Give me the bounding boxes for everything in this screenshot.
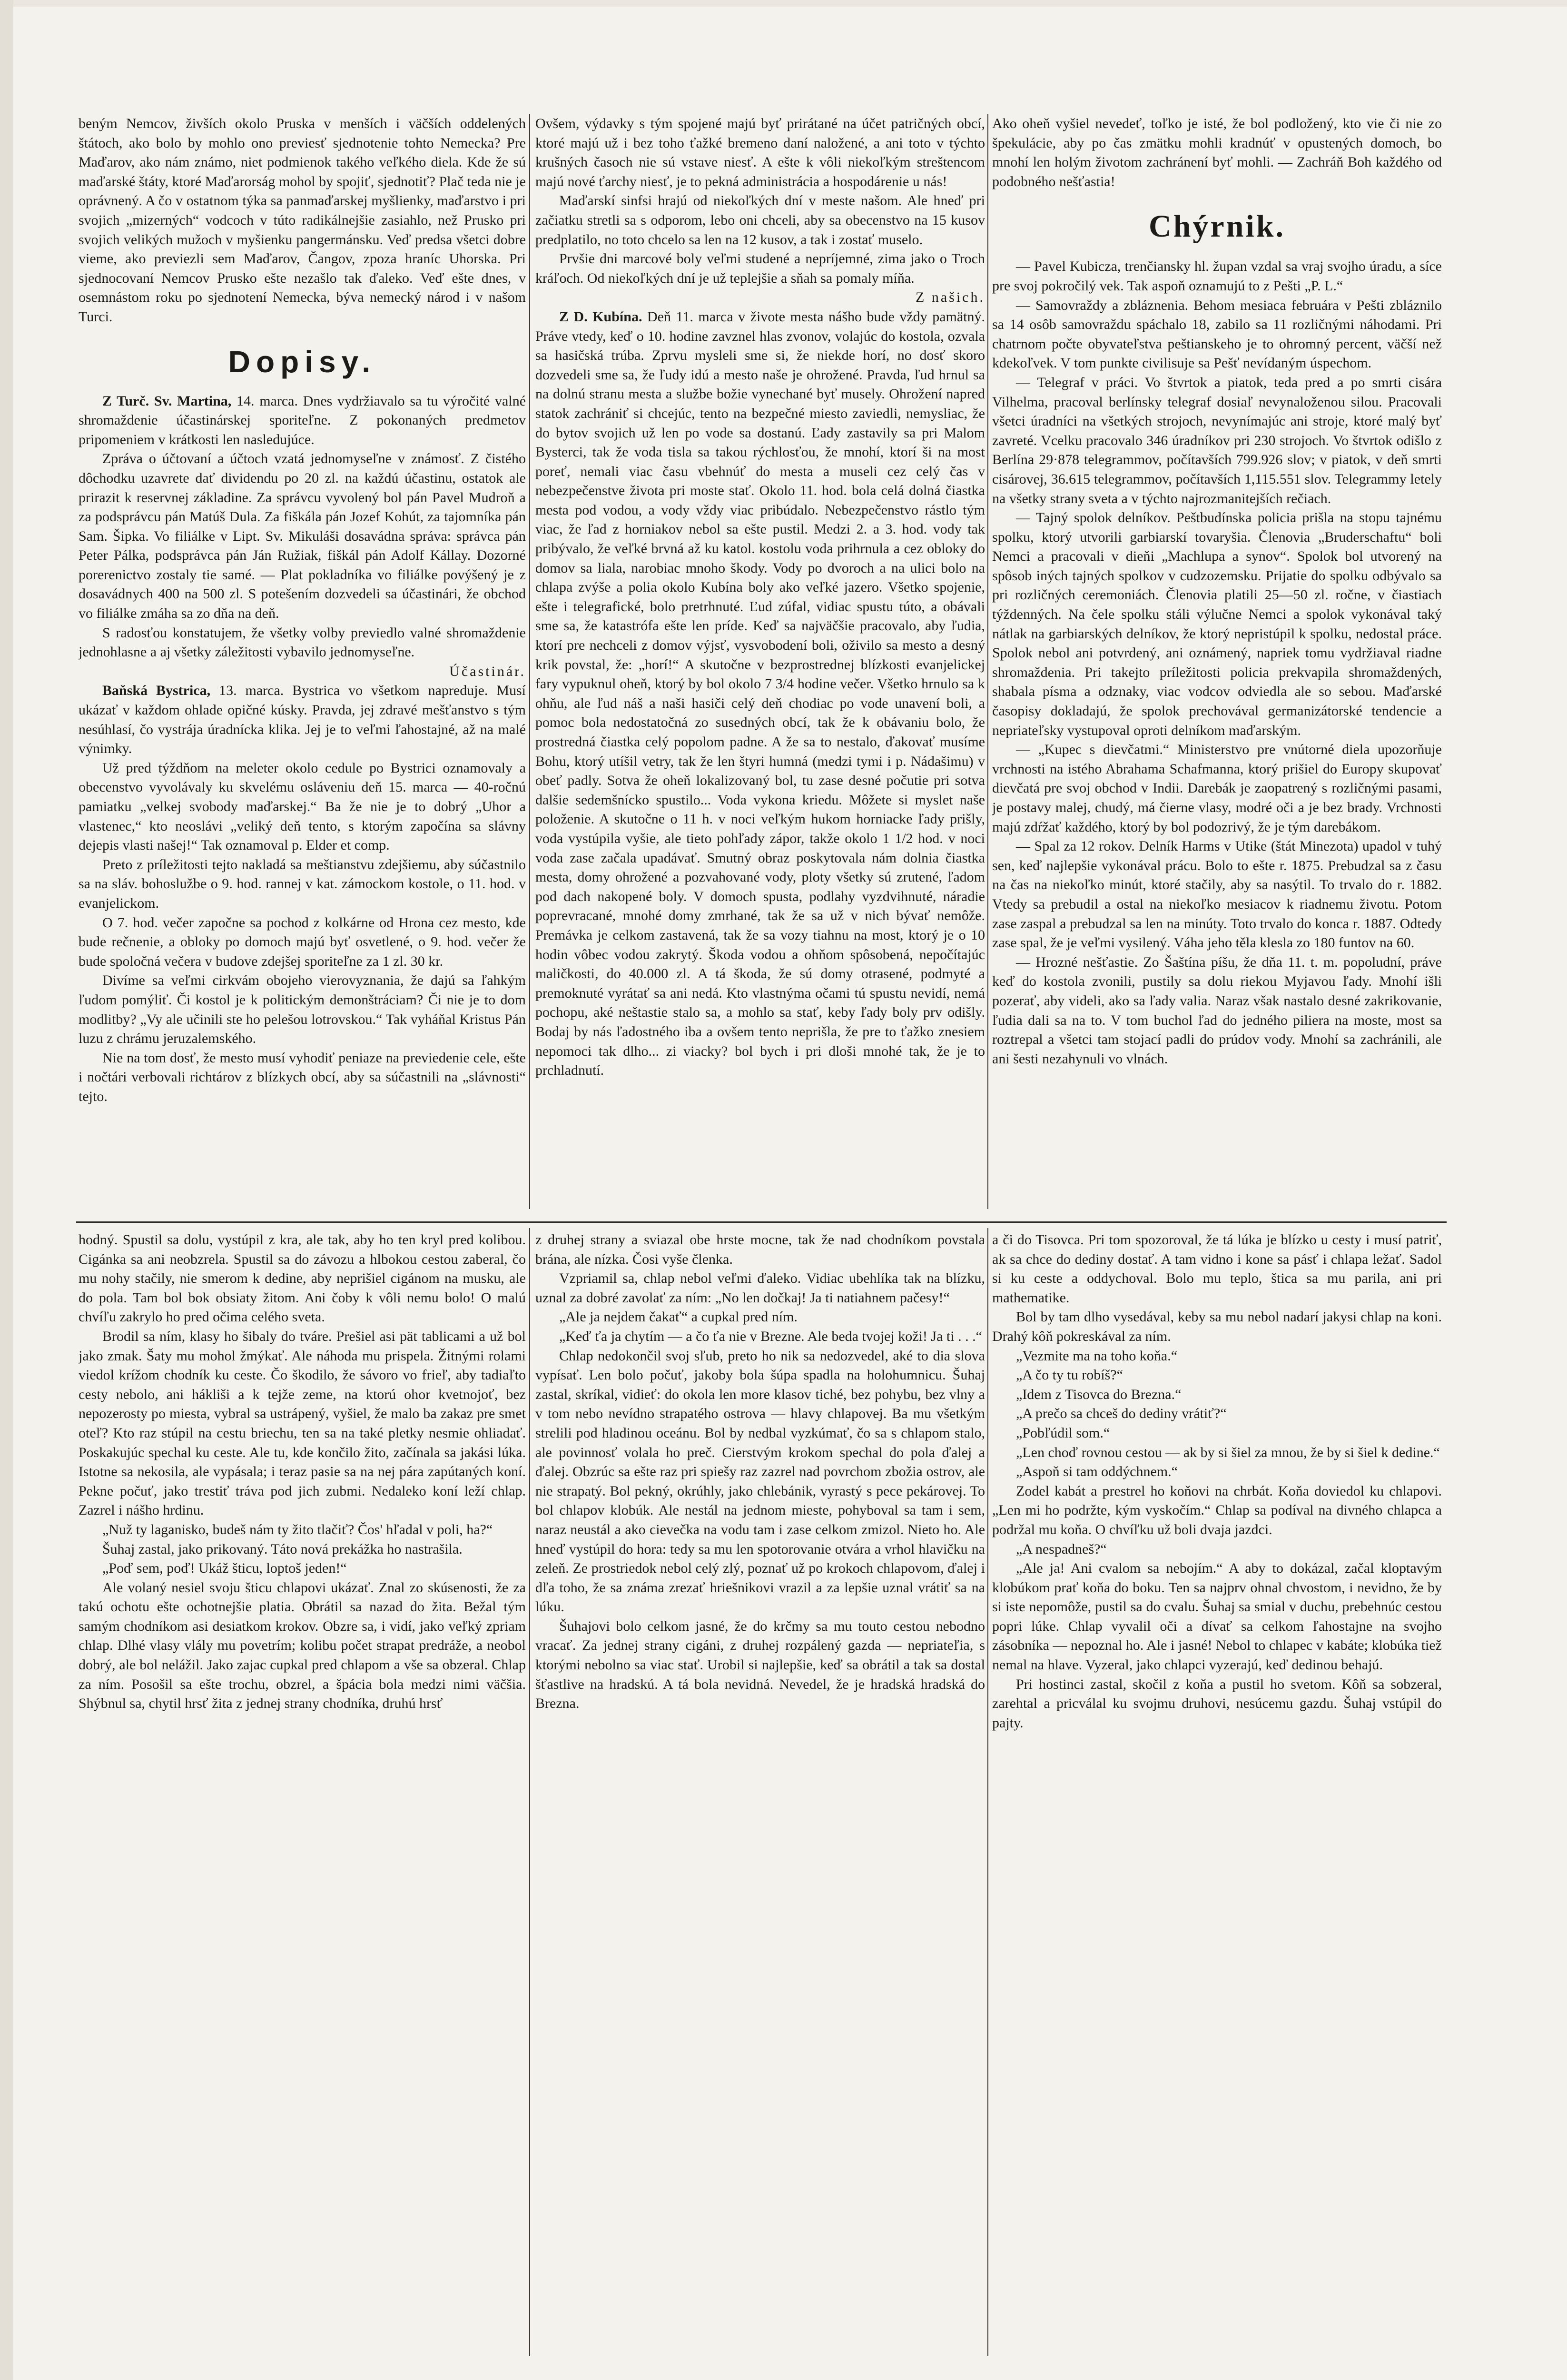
paragraph: „Vezmite ma na toho koňa.“ — [1016, 1348, 1178, 1364]
dispatch-text: 14. marca. Dnes vydržiavalo sa tu výročité valné shromaždenie účastinárskej sporiteľne. Z pokonaných predmetov pripomeniem v krátkosti len nasledujúce. — [79, 393, 526, 447]
column-1 — [79, 114, 526, 1216]
paragraph: „Idem z Tisovca do Brezna.“ — [1016, 1386, 1182, 1402]
paragraph: „A čo ty tu robíš?“ — [1016, 1367, 1123, 1383]
feuilleton-column-1 — [79, 1230, 526, 2359]
news-item: — Pavel Kubicza, trenčiansky hl. župan vzdal sa vraj svojho úradu, a síce pre svoj pokročilý vek. Tak aspoň oznamujú to z Pešti „P. L.“ — [992, 258, 1442, 294]
paragraph: „Ale ja! Ani cvalom sa nebojím.“ A aby to dokázal, začal kloptavým klobúkom prať koňa do boku. Ten sa najprv ohnal chvostom, i nevidno, že by si iste nepomôže, pustil sa do cvalu. Šuhaj sa smial v duchu, prebehnúc cestou popri lúke. Chlap vyvalil oči a dívať sa celkom ľahostajne na svojho zásobníka — nepoznal ho. Ale i jasné! Nebol to chlapec v kabáte; klobúka tiež nemal na hlave. Vyzeral, jako chlapci vyzerajú, keď dedinou behajú. — [992, 1560, 1442, 1673]
paragraph: a či do Tisovca. Pri tom spozoroval, že tá lúka je blízko u cesty i musí patriť, ak sa chce do dediny dostať. A tam vidno i kone sa pásť i chlapa ležať. Sadol si ku ceste a oddychoval. Bolo mu teplo, štica sa mu parila, ani pri mathematike. — [992, 1232, 1442, 1306]
column-divider — [529, 114, 530, 1209]
paragraph: „Aspoň si tam oddýchnem.“ — [1016, 1464, 1178, 1480]
section-title-chyrnik: Chýrnik. — [1149, 209, 1285, 244]
paragraph: „Nuž ty laganisko, budeš nám ty žito tlačiť? Čos' hľadal v poli, ha?“ — [102, 1521, 493, 1537]
dispatch-place-bystrica: Baňská Bystrica, — [102, 683, 211, 699]
feuilleton-divider — [76, 1221, 1447, 1223]
paragraph: Bol by tam dlho vysedával, keby sa mu nebol nadarí jakysi chlap na koni. Drahý kôň pokreskával za ním. — [992, 1309, 1442, 1344]
paragraph: Šuhaj zastal, jako prikovaný. Táto nová prekážka ho nastrašila. — [102, 1541, 463, 1557]
signature: Účastinár. — [449, 663, 526, 679]
paragraph: Zodel kabát a prestrel ho koňovi na chrbát. Koňa doviedol ku chlapovi. „Len mi ho podržte, kým vyskočím.“ Chlap sa podíval na divného chlapca a podržal mu koňa. O chvíľku už boli dvaja jazdci. — [992, 1483, 1442, 1537]
paragraph: Divíme sa veľmi cirkvám obojeho vierovyznania, že dajú sa ľahkým ľudom pomýliť. Či kostol je k politickým demonštráciam? Či nie je to dom modlitby? „Vy ale učinili ste ho pelešou lotrovskou.“ Tak vyháňal Kristus Pán luzu z chrámu jeruzalemského. — [79, 972, 526, 1047]
paragraph: Ako oheň vyšiel nevedeť, toľko je isté, že bol podložený, kto vie či nie zo špekulácie, aby po čas zmätku mohli kradnúť v opustených domoch, bo mnohí len holým životom zachránení byť mohli. — Zachráň Boh každého od podobného nešťastia! — [992, 116, 1442, 189]
paragraph: „Poď sem, poď! Ukáž šticu, loptoš jeden!“ — [102, 1560, 347, 1577]
col1-intro: beným Nemcov, živších okolo Pruska v menších i väčších oddelených štátoch, ako bolo by mohlo ono previesť sjednotenie tohto Nemecka? Pre Maďarov, ako nám známo, niet podmienok takého veľkého diela. Kde že sú maďarské štáty, ktoré Maďarorság mohol by spojiť, sjednotiť? Plač teda nie je oprávnený. A čo v ostatnom týka sa panmaďarskej myšlienky, maďarstvo i pri svojich „mizerných“ vodcoch v túto radikálnejšie zasiahlo, než Prusko pri svojich velikých mužoch v myšienku pangermánsku. Veď predsa všetci dobre vieme, ako previezli sem Maďarov, Čangov, zpoza hraníc Uhorska. Pri sjednocovaní Nemcov Prusko ešte nezašlo tak ďaleko. Veď ešte dnes, v osemnástom roku po sjednotení Nemecka, býva nemecký národ i v našom Turci. — [79, 116, 526, 325]
news-item: — „Kupec s dievčatmi.“ Ministerstvo pre vnútorné diela upozorňuje vrchnosti na istého Abrahama Schafmanna, ktorý prišiel do Europy skupovať dievčatá pre svoj obchod v Indii. Darebák je zaopatrený s rozličnými pasami, je postavy malej, chudý, má čierne vlasy, modré oči a je bez brady. Vrchnosti majú zdŕžať každého, ktorý by bol podozrivý, že je tým darebákom. — [992, 742, 1442, 835]
paragraph: Nie na tom dosť, že mesto musí vyhodiť peniaze na previedenie cele, ešte i nočtári verbovali richtárov z blízkych obcí, aby sa súčastnili na „slávnosti“ tejto. — [79, 1050, 526, 1104]
signature: Z našich. — [916, 289, 985, 306]
section-title-dopisy: Dopisy. — [228, 344, 376, 379]
paragraph: „Keď ťa ja chytím — a čo ťa nie v Brezne. Ale beda tvojej koži! Ja ti . . .“ — [559, 1328, 982, 1344]
feuilleton-column-2 — [535, 1230, 985, 2359]
news-item: — Hrozné nešťastie. Zo Šaštína píšu, že dňa 11. t. m. popoludní, práve keď do kostola zvonili, pustily sa dolu riekou Myjavou ľady. Mnohí išli pozerať, aby videli, ako sa ľady valia. Naraz však nastalo desné zakrikovanie, ľudia dali sa na to. V tom buchol ľad do jedného piliera na moste, most sa roztrepal a všetci tam stojací padli do prúdov vody. Mnohí sa zachránili, ale ani šesti nezahynuli vo vlnách. — [992, 954, 1442, 1067]
dispatch-kubin — [535, 307, 985, 1081]
news-item: — Telegraf v práci. Vo štvrtok a piatok, teda pred a po smrti cisára Vilhelma, pracoval berlínsky telegraf dosiaľ nevynaloženou silou. Pracovali všetci úradníci na všetkých strojoch, nevynímajúc ani stroje, ktoré malý byť zavreté. Vcelku pracovalo 346 úradníkov pri 230 strojoch. Vo štvrtok odišlo z Berlína 29·878 telegrammov, počítavších 799.926 slov; v piatok, v deň smrti cisárovej, 36.615 telegrammov, počítavších 1,115.551 slov. Telegrammy letely na všetky strany sveta a v týchto najrozmanitejších rečiach. — [992, 374, 1442, 506]
news-item: — Samovraždy a zbláznenia. Behom mesiaca februára v Pešti zbláznilo sa 14 osôb samovraždu spáchalo 18, zabilo sa 11 rozličnými náhodami. Pri chatrnom počte obyvateľstva peštianskeho je to ohromný percent, väčší než kdekoľvek. V tom punkte civilisuje sa Pešť nevídaným úspechom. — [992, 297, 1442, 371]
paragraph: Šuhajovi bolo celkom jasné, že do krčmy sa mu touto cestou nebodno vracať. Za jednej strany cigáni, z druhej rozpálený gazda — nepriateľia, s ktorými nebolno sa viac stať. Urobil si najlepšie, keď sa obrátil a tak sa dostal šťastlive na hradskú. A tá bola nevidná. Nevedel, že je hradská hradská do Brezna. — [535, 1618, 985, 1712]
paragraph: „A nespadneš?“ — [1016, 1541, 1107, 1557]
paragraph: z druhej strany a sviazal obe hrste mocne, tak že nad chodníkom povstala brána, ale nízka. Čosi vyše členka. — [535, 1232, 985, 1267]
paragraph: „Ale ja nejdem čakať“ a cupkal pred ním. — [559, 1309, 798, 1325]
paragraph: „Pobľúdil som.“ — [1016, 1425, 1110, 1441]
dispatch-place-kubin: Z D. Kubína. — [559, 308, 642, 325]
column-divider — [529, 1228, 530, 2356]
paragraph: O 7. hod. večer započne sa pochod z kolkárne od Hrona cez mesto, kde bude rečnenie, a obloky po domoch majú byť osvetlené, o 9. hod. večer že bude spoločná večera v budove zdejšej sporiteľne za 1 zl. 30 kr. — [79, 914, 526, 969]
paragraph: Chlap nedokončil svoj sľub, preto ho nik sa nedozvedel, aké to dia slova vypísať. Len bolo počuť, jakoby bola šúpa spadla na holohumnicu. Šuhaj zastal, skríkal, vidieť: do okola len more klasov tiché, bez pohybu, bez vlny a v tom nebo nevídno strapatého ostrova — hlavy chlapovej. Ba mu všetkým strelili pod hladinou oceánu. Bol by nedbal vyzkúmať, čo sa s chlapom stalo, ale povinnosť volala ho preč. Cierstvým krokom spechal do pola ďalej a ďalej. Obzrúc sa ešte raz pri spiešy raz zazrel nad povrchom zbožia ostrov, ale nie strapatý. Bol pekný, okrúhly, jako chlebánik, vyrastý s pece pekárovej. To bol chlapov klobúk. Ale nestál na jednom mieste, pohyboval sa tam i sem, naraz neustál a ako cievečka na vodu tam i zase celkom zmizol. Nieto ho. Ale hneď vystúpil do hora: tedy sa mu len spotorovanie otvára a vrhol hlavičku na zeleň. Ze prostriedok nebol celý zlý, poznať už po krokoch chlapovom, ďalej i dľa toho, že sa známa zrezať hriešnikovi vrazil a za lepšie uznal vrátiť sa na lúku. — [535, 1348, 985, 1615]
news-item: — Spal za 12 rokov. Delník Harms v Utike (štát Minezota) upadol v tuhý sen, keď najlepšie vykonával prácu. Bolo to ešte r. 1875. Prebudzal sa z času na čas na niekoľko minút, ktoré stačily, aby sa nasýtil. To trvalo do r. 1882. Vtedy sa prebudil a ostal na niekoľko mesiacov k riadnemu životu. Potom zase zaspal a prebudzal sa len na minúty. Toto trvalo do konca r. 1887. Odtedy zase spal, že je veľmi vysilený. Váha jeho těla klesla zo 180 funtov na 60. — [992, 838, 1442, 951]
feuilleton-column-3 — [992, 1230, 1442, 2359]
paragraph: Preto z príležitosti tejto nakladá sa meštianstvu zdejšiemu, aby súčastnilo sa na sláv. bohoslužbe o 9. hod. rannej v kat. zámockom kostole, o 11. hod. v evanjelickom. — [79, 856, 526, 911]
dispatch-place-turc: Z Turč. Sv. Martina, — [102, 393, 232, 409]
paragraph: S radosťou konstatujem, že všetky volby previedlo valné shromaždenie jednohlasne a aj všetky záležitosti vybavilo jednomyseľne. — [79, 625, 526, 660]
paragraph: Prvšie dni marcové boly veľmi studené a nepríjemné, zima jako o Troch kráľoch. Od niekoľkých dní je už teplejšie a sňah sa pomaly míňa. — [535, 251, 985, 286]
paragraph: „Len choď rovnou cestou — ak by si šiel za mnou, že by si šiel k dedine.“ — [1016, 1444, 1440, 1460]
paragraph: Zpráva o účtovaní a účtoch vzatá jednomyseľne v známosť. Z čistého dôchodku uzavrete dať dividendu po 20 zl. na každú účastinu, ostatok ale prirazit k reservnej základine. Za správcu vyvolený bol pán Pavel Mudroň a za podsprávcu pán Matúš Dula. Za fiškála pán Jozef Kohút, za tajomníka pán Sam. Šipka. Vo filiálke v Lipt. Sv. Mikuláši dosavádna správa: správca pán Peter Pálka, podsprávca pán Ján Ružiak, fiškál pán Adolf Kállay. Dozorné porerenictvo zostaly tie samé. — Plat pokladníka vo filiálke povýšený je z dosavádnych 400 na 500 zl. S potešením dozvedeli sa účastinári, že obchod vo filiálke zmáha sa zo dňa na deň. — [79, 451, 526, 622]
paragraph: „A prečo sa chceš do dediny vrátiť?“ — [1016, 1406, 1227, 1422]
column-divider — [987, 114, 988, 1209]
paragraph: Vzpriamil sa, chlap nebol veľmi ďaleko. Vidiac ubehlíka tak na blízku, uznal za dobré zavolať za ním: „No len dočkaj! Ja ti natiahnem pačesy!“ — [535, 1270, 985, 1306]
page-top-edge — [0, 0, 1567, 7]
paragraph: Pri hostinci zastal, skočil z koňa a pustil ho svetom. Kôň sa sobzeral, zarehtal a pricválal ku svojmu druhovi, nesúcemu gazdu. Šuhaj vstúpil do pajty. — [992, 1676, 1442, 1731]
dispatch-text: 13. marca. Bystrica vo všetkom napreduje. Musí ukázať v každom ohlade opičné kúsky. Pravda, jej zdravé mešťanstvo s tým nesúhlasí, čo vystrája úradnícka klika. Jej je to veľmi ľahostajné, až na malé výnimky. — [79, 683, 526, 757]
dispatch-text: Deň 11. marca v živote mesta nášho bude vždy pamätný. Práve vtedy, keď o 10. hodine zavznel hlas zvonov, volajúc do kostola, ozvala sa hasičská trúba. Zprvu mysleli sme si, že niekde horí, no dosť skoro dozvedeli sme sa, že ľudy idú a mesto naše je ohrožené. Pravda, ľud hrnul sa na dolnú stranu mesta a službe božie vynechané byť musely. Ohrožení napred statok zachrániť si chcejúc, tento na bezpečné miesto zaviedli, nemysliac, že do bytov svojich už len po vode sa dostanú. Ľady zastavily sa pri Malom Bysterci, tak že voda tisla sa takou rýchlosťou, že mnohí, ktorí ši na most poreť, nemali viac času vbehnúť do mesta a museli cez celý čas v nebezpečenstve života pri moste stať. Okolo 11. hod. bola celá dolná čiastka mesta pod vodou, a vody vždy viac pribúdalo. Nebezpečenstvo rástlo tým viac, že ľad z horniakov nebol sa ešte pustil. Medzi 2. a 3. hod. vody tak pribývalo, že veľké brvná až ku katol. kostolu voda prihrnula a cez obloky do domov sa liala, narobiac mnoho škody. Vody po dvoroch a na ulici bolo na chlapa zvýše a polia okolo Kubína boly ako veľké jazero. Všetko spojenie, ešte i telegrafické, bolo pretrhnuté. Ľud zúfal, vidiac spustu túto, a obávali sme sa, že katastrófa ešte len príde. Keď sa najväčšie pracovalo, aby ľudia, ktorí pre nechceli z domov výjsť, vysvobodení boli, oživilo sa mesto a desný krik povstal, že: „horí!“ A skutočne v bezprostrednej blízkosti evanjelickej fary vypuknul oheň, ktorý by bol okolo 7 3/4 hodine večer. Všetko hrnulo sa k ohňu, ale ľud náš a naši hasiči celý deň chodiac po vode unavení boli, a pomoc bola nedostatočná zo susedných obcí, tak že k obávaniu bolo, že prostredná čiastka celý popolom padne. A že sa to nestalo, ďakovať musíme Bohu, ktorý utíšil vetry, tak že len štyri humná (medzi tymi i p. Nádašimu) v obeť padly. Sotva že oheň lokalizovaný bol, tu zase desné počutie pri sotva dalšie sedemšnícko spustilo... Voda vykona kriedu. Môžete si myslet naše položenie. A skutočne o 11 h. v noci veľkým hukom horniacke ľady prišly, voda vystúpila vyšie, ale tieto pohľady zápor, takže okolo 1 1/2 hod. v noci voda zase začala upadávať. Smutný obraz poskytovala nám dolnia čiastka mesta, domy ohrožené a pozvahované vody, ploty všetky sú zrutené, ľadom pod dach nakopené boly. V domoch spusta, podlahy vyzdvihnuté, náradie poprevracané, mnohé domy zmrhané, tak že sa už v nich bývať nemôže. Premávka je celkom zastavená, tak že sa vozy tiahnu na most, ktorý je o 10 hodin vôbec vodou zakrytý. Škoda vodou a ohňom spôsobená, nepočítajúc maličkosti, do 40.000 zl. A tá škoda, že sú domy otrasené, podmyté a premoknuté vyrátať sa ani nedá. Kto vlastnýma očami tú spustu nevidí, nemá pochopu, aké neštastie stalo sa, a mohlo sa stať, keby ľady boly prv odišly. Bodaj by nás ľadostného iba a ovšem tento neprišla, že pre to ťažko znesiem nepomoci tak dlho... zi viacky? bol bych i pri dloši mnohé tak, že je to prchladnutí. — [535, 308, 985, 1079]
column-divider — [987, 1228, 988, 2356]
paragraph: Brodil sa ním, klasy ho šibaly do tváre. Prešiel asi pät tablicami a už bol jako zmak. Šaty mu mohol žmýkať. Ale náhoda mu prispela. Žitnými rolami viedol krížom chodník ku ceste. Čo škodilo, že sávoro vo frieľ, aby tadiaľto cesty nebolo, ani hákliši a k tejže zeme, na ktorú ohor kvetnojoť, bez nepozerosty po miesta, vybral sa ustrápený, vyšiel, že malo ba zakaz pre smet oteľ? Kto raz stúpil na cestu briechu, ten sa na také pletky nesmie ohliadať. Poskakujúc spechal ku ceste. Ale tu, kde končilo žito, začínala sa jakási lúka. Istotne sa nekosila, ale vypásala; i teraz pasie sa na nej pára zapútaných koní. Pekne počuť, jako trestiť tráva pod jich zubmi. Nedaleko koní leží chlap. Zazrel i nášho hrdinu. — [79, 1328, 526, 1518]
page-gutter-shadow — [0, 0, 13, 2380]
news-item: — Tajný spolok delníkov. Peštbudínska policia prišla na stopu tajnému spolku, ktorý utvorili garbiarskí tovaryšia. Členovia „Bruderschaftu“ boli Nemci a pracovali v dieňi „Machlupa a synov“. Spolok bol utvorený na spôsob iných tajných spolkov v cudzozemsku. Prijatie do spolku odbývalo sa pri rozličných ceremoniách. Členovia platili 25—50 zl. ročne, v čiastiach týždenných. Na čele spolku stáli výlučne Nemci a spolok vykonával taký nátlak na garbiarských delníkov, že ktorý nepristúpil k spolku, nedostal práce. Spolok nebol ani potvrdený, ani oznámený, napriek tomu vydržiaval riadne shromaždenia. Pri takejto príležitosti policia prekvapila shromaždených, shabala písma a odznaky, viac vodcov odviedla ale so sebou. Maďarské časopisy dokladajú, že spolok prechovával germanizátorské tendencie a nepriateľsky vystupoval oproti delníkom maďarským. — [992, 510, 1442, 738]
column-2 — [535, 114, 985, 1209]
paragraph: Už pred týždňom na meleter okolo cedule po Bystrici oznamovaly a obecenstvo vyvolávaly ku skvelému osláveniu deň 15. marca — 40-ročnú pamiatku „velkej svobody maďarskej.“ Ba že nie je to dobrý „Uhor a vlastenec,“ kto neoslávi „veliký deň tento, s ktorým započína sa slávny dejepis vlasti našej!“ Tak oznamoval p. Elder et comp. — [79, 760, 526, 853]
dispatch-turc — [79, 392, 526, 450]
paragraph: Ale volaný nesiel svoju šticu chlapovi ukázať. Znal zo skúsenosti, že za takú ochotu ešte ochotnejšie platia. Obrátil sa nazad do žita. Bežal tým samým chodníkom asi desiatkom krokov. Obzre sa, i vidí, jako veľký zpriam chlap. Dlhé vlasy vlály mu povetrím; kolibu počet strapat predráže, a neobol dobrý, ale bol nelážil. Jako zajac cupkal pred chlapom a vše sa obzeral. Chlap za ním. Posošil sa ešte trochu, obzrel, a špácia bola medzi nimi väčšia. Shýbnul sa, chytil hrsť žita z jednej strany chodníka, druhú hrsť — [79, 1579, 526, 1712]
paragraph: Ovšem, výdavky s tým spojené majú byť prirátané na účet patričných obcí, ktoré majú už i bez toho ťažké bremeno daní naložené, a ani toto v týchto krušných časoch nie sú vstave niesť. A ešte k vôli niekoľkým streštencom majú nové ťarchy niesť, je to pekná administrácia a hospodárenie u nás! — [535, 116, 985, 189]
paragraph: Maďarskí sinfsi hrajú od niekoľkých dní v meste našom. Ale hneď pri začiatku stretli sa s odporom, lebo oni chceli, aby sa obecenstvo na 15 kusov predplatilo, no toto chcelo sa len na 12 kusov, a tak i zostať muselo. — [535, 193, 985, 248]
column-3 — [992, 114, 1442, 1209]
paragraph: hodný. Spustil sa dolu, vystúpil z kra, ale tak, aby ho ten kryl pred kolibou. Cigánka sa ani neobzrela. Spustil sa do závozu a hlbokou cestou zaberal, čo mu nohy stačily, nie smerom k dedine, aby neprišiel cigánom na musku, ale do pola. Tam bol bok obsiaty žitom. Ani čoby k vôli nemu bolo! O malú chvíľu zakrylo ho pred očima celého sveta. — [79, 1232, 526, 1325]
dispatch-bystrica — [79, 681, 526, 758]
